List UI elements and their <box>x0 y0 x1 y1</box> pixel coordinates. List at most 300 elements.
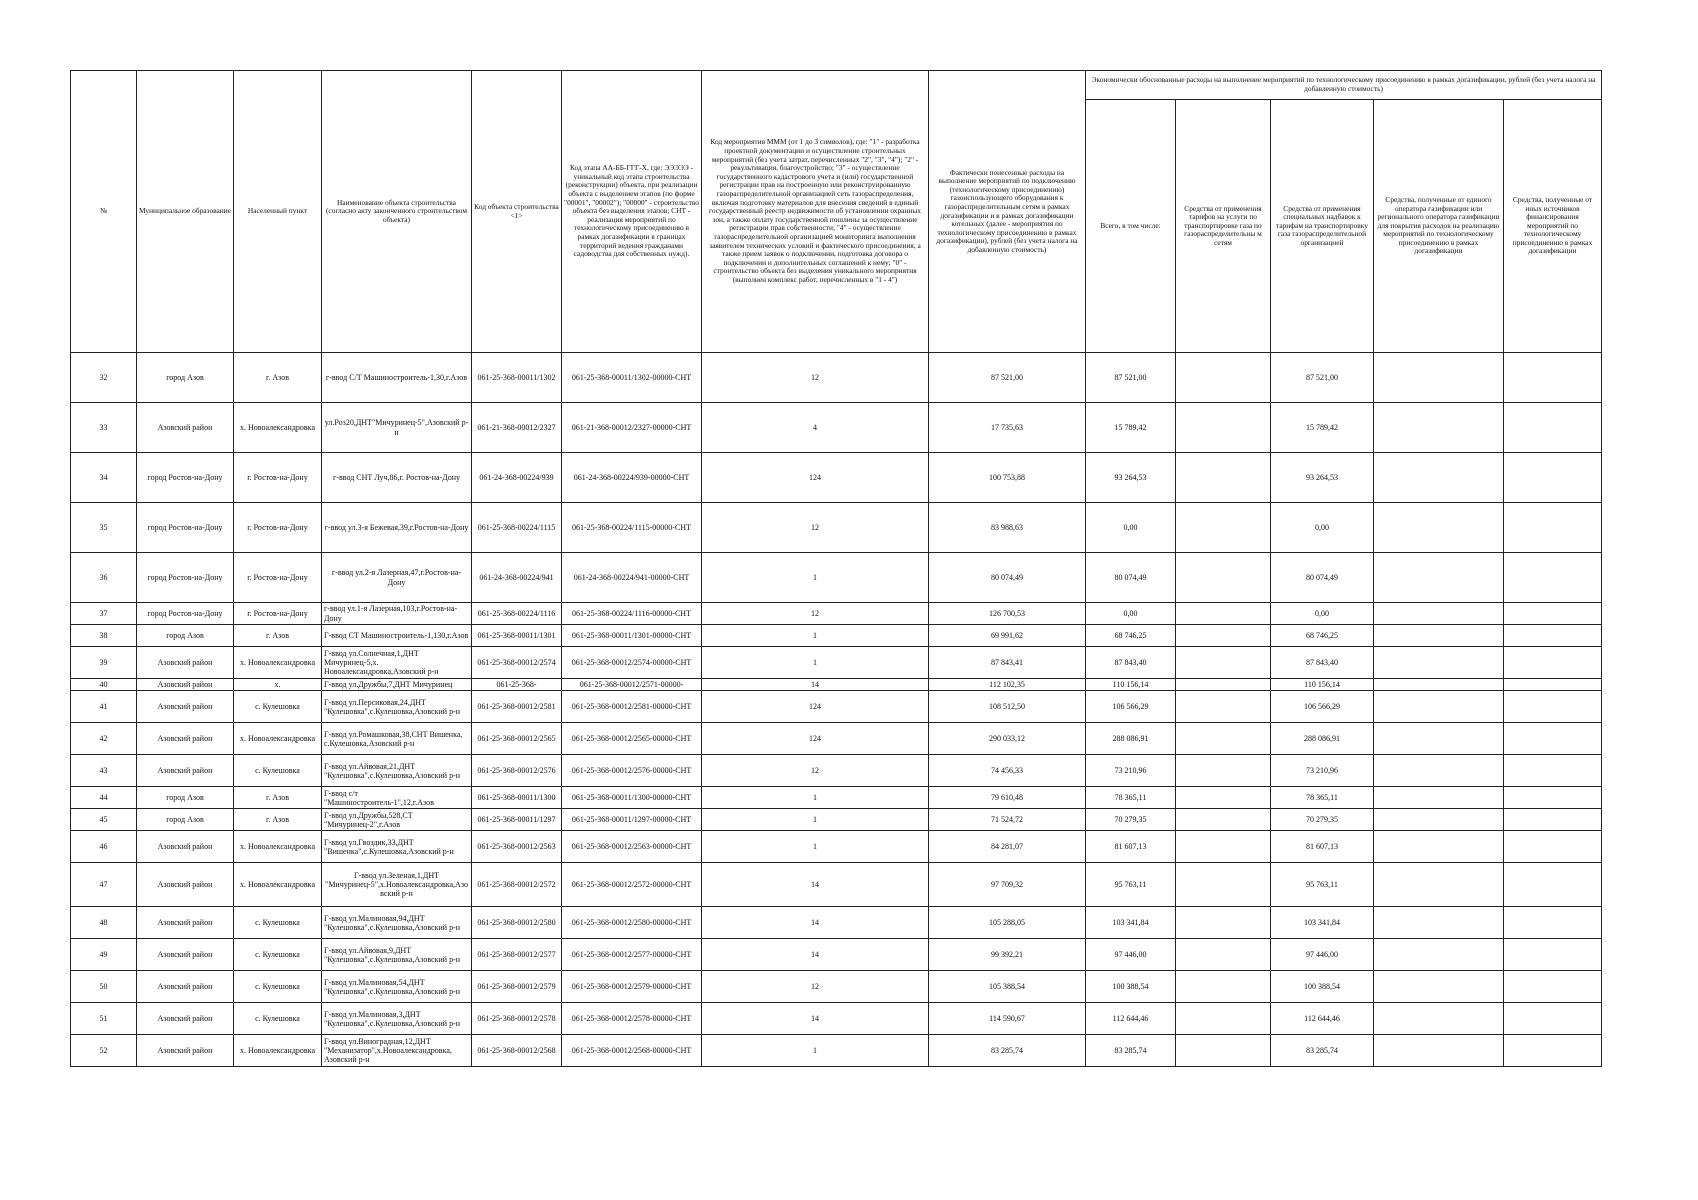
cell-settlement: х. Новоалександровка <box>234 1035 322 1067</box>
cell-object-name: Г-ввод ул.Солнечная,1,ДНТ Мичуринец-5,х. Новоалександровка,Азовский р-н <box>322 647 472 679</box>
cell-total: 87 843,40 <box>1086 647 1176 679</box>
cell-actual-costs: 112 102,35 <box>929 679 1086 691</box>
table-row <box>71 647 1602 679</box>
table-row <box>71 723 1602 755</box>
cell-actual-costs: 87 843,41 <box>929 647 1086 679</box>
cell-object-name: Г-ввод с/т "Машиностроитель-1",12,г.Азов <box>322 787 472 809</box>
cell-actual-costs: 97 709,32 <box>929 863 1086 907</box>
cell-stage-code: 061-21-368-00012/2327-00000-СНТ <box>562 403 702 453</box>
cell-stage-code: 061-25-368-00012/2568-00000-СНТ <box>562 1035 702 1067</box>
cell-other-funds <box>1504 679 1602 691</box>
table-body <box>71 353 1602 1067</box>
cell-object-name: Г-ввод ул.Зеленая,1,ДНТ "Мичуринец-5",х.Новоалександровка,Азовский р-н <box>322 863 472 907</box>
table-row <box>71 503 1602 553</box>
cell-settlement: х. Новоалександровка <box>234 831 322 863</box>
cell-surcharge-funds: 83 285,74 <box>1271 1035 1374 1067</box>
cell-operator-funds <box>1374 1003 1504 1035</box>
cell-actual-costs: 84 281,07 <box>929 831 1086 863</box>
cell-operator-funds <box>1374 353 1504 403</box>
table-row <box>71 809 1602 831</box>
cell-settlement: х. <box>234 679 322 691</box>
cell-stage-code: 061-25-368-00012/2576-00000-СНТ <box>562 755 702 787</box>
cell-stage-code: 061-25-368-00012/2563-00000-СНТ <box>562 831 702 863</box>
cell-operator-funds <box>1374 971 1504 1003</box>
costs-table <box>70 70 1602 1067</box>
cell-settlement: с. Кулешовка <box>234 755 322 787</box>
cell-object-code: 061-25-368-00012/2576 <box>472 755 562 787</box>
cell-surcharge-funds: 68 746,25 <box>1271 625 1374 647</box>
cell-other-funds <box>1504 1003 1602 1035</box>
cell-num: 50 <box>71 971 137 1003</box>
header-surcharge-funds: Средства от применения специальных надбавок к тарифам на транспортировку газа газораспределительной организацией <box>1271 100 1374 353</box>
header-num: № <box>71 71 137 353</box>
cell-settlement: с. Кулешовка <box>234 691 322 723</box>
cell-municipality: Азовский район <box>137 1035 234 1067</box>
table-row <box>71 691 1602 723</box>
cell-surcharge-funds: 112 644,46 <box>1271 1003 1374 1035</box>
cell-object-code: 061-25-368-00012/2572 <box>472 863 562 907</box>
cell-total: 0,00 <box>1086 603 1176 625</box>
cell-other-funds <box>1504 553 1602 603</box>
cell-num: 43 <box>71 755 137 787</box>
table-header <box>71 71 1602 353</box>
cell-surcharge-funds: 106 566,29 <box>1271 691 1374 723</box>
cell-object-code: 061-25-368-00012/2563 <box>472 831 562 863</box>
cell-surcharge-funds: 15 789,42 <box>1271 403 1374 453</box>
cell-object-code: 061-25-368-00011/1300 <box>472 787 562 809</box>
header-event-code: Код мероприятия ММM (от 1 до 3 символов), где: "1" - разработка проектной документации и осуществление строительных мероприятий (без учета затрат, перечисленных "2", "3", "4"); "2" - рекультивация, благоустройство; "3" - осуществление государственного кадастрового учета и (или) государственной регистрации прав на построенную или реконструированную газораспределительной организацией сеть газораспределения, включая подготовку материалов для внесения сведений в единый государственный реестр недвижимости об установлении охранных зон, а также оплату государственной пошлины за осуществление регистрации прав собственности; "4" - осуществление газораспределительной организацией мониторинга выполнения заявителем технических условий и фактического присоединения, а также прием заявок о подключении, подготовка договора о подключении и дополнительных соглашений к нему; "0" - строительство объекта без выделения уникального мероприятия (выполнен комплекс работ, перечисленных в "1 - 4") <box>702 71 929 353</box>
cell-operator-funds <box>1374 831 1504 863</box>
cell-actual-costs: 17 735,63 <box>929 403 1086 453</box>
cell-object-code: 061-25-368-00011/1297 <box>472 809 562 831</box>
cell-other-funds <box>1504 723 1602 755</box>
cell-object-code: 061-25-368-00012/2581 <box>472 691 562 723</box>
cell-total: 83 285,74 <box>1086 1035 1176 1067</box>
cell-num: 49 <box>71 939 137 971</box>
cell-object-name: Г-ввод ул.Малиновая,94,ДНТ "Кулешовка",с.Кулешовка,Азовский р-н <box>322 907 472 939</box>
table-row <box>71 453 1602 503</box>
cell-stage-code: 061-25-368-00012/2574-00000-СНТ <box>562 647 702 679</box>
table-row <box>71 755 1602 787</box>
cell-settlement: г. Ростов-на-Дону <box>234 553 322 603</box>
cell-stage-code: 061-24-368-00224/941-00000-СНТ <box>562 553 702 603</box>
cell-surcharge-funds: 288 086,91 <box>1271 723 1374 755</box>
cell-settlement: г. Ростов-на-Дону <box>234 453 322 503</box>
cell-tariff-funds <box>1176 679 1271 691</box>
cell-object-name: г-ввод ул.1-я Лазерная,103,г.Ростов-на-Дону <box>322 603 472 625</box>
cell-num: 52 <box>71 1035 137 1067</box>
cell-object-name: г-ввод ул.3-я Бежевая,39,г.Ростов-на-Дону <box>322 503 472 553</box>
cell-operator-funds <box>1374 723 1504 755</box>
cell-municipality: город Ростов-на-Дону <box>137 453 234 503</box>
cell-actual-costs: 126 700,53 <box>929 603 1086 625</box>
cell-tariff-funds <box>1176 863 1271 907</box>
table-row <box>71 403 1602 453</box>
cell-settlement: г. Ростов-на-Дону <box>234 603 322 625</box>
cell-object-code: 061-24-368-00224/941 <box>472 553 562 603</box>
cell-surcharge-funds: 100 388,54 <box>1271 971 1374 1003</box>
cell-municipality: город Азов <box>137 809 234 831</box>
cell-total: 112 644,46 <box>1086 1003 1176 1035</box>
cell-settlement: г. Азов <box>234 353 322 403</box>
cell-other-funds <box>1504 809 1602 831</box>
cell-settlement: х. Новоалександровка <box>234 403 322 453</box>
cell-municipality: город Ростов-на-Дону <box>137 503 234 553</box>
cell-num: 39 <box>71 647 137 679</box>
cell-num: 44 <box>71 787 137 809</box>
cell-settlement: х. Новоалександровка <box>234 647 322 679</box>
table-row <box>71 787 1602 809</box>
cell-event-code: 1 <box>702 647 929 679</box>
cell-num: 45 <box>71 809 137 831</box>
cell-other-funds <box>1504 907 1602 939</box>
cell-municipality: Азовский район <box>137 691 234 723</box>
cell-tariff-funds <box>1176 691 1271 723</box>
cell-settlement: х. Новоалександровка <box>234 863 322 907</box>
cell-event-code: 14 <box>702 939 929 971</box>
table-row <box>71 603 1602 625</box>
cell-num: 34 <box>71 453 137 503</box>
cell-municipality: город Ростов-на-Дону <box>137 603 234 625</box>
cell-operator-funds <box>1374 625 1504 647</box>
cell-total: 68 746,25 <box>1086 625 1176 647</box>
cell-tariff-funds <box>1176 1003 1271 1035</box>
cell-operator-funds <box>1374 553 1504 603</box>
table-row <box>71 831 1602 863</box>
cell-actual-costs: 80 074,49 <box>929 553 1086 603</box>
cell-object-name: Г-ввод ул.Гвоздик,33,ДНТ "Вишенка",с.Кулешовка,Азовский р-н <box>322 831 472 863</box>
cell-event-code: 1 <box>702 787 929 809</box>
cell-object-code: 061-25-368-00224/1115 <box>472 503 562 553</box>
cell-surcharge-funds: 87 843,40 <box>1271 647 1374 679</box>
cell-surcharge-funds: 0,00 <box>1271 503 1374 553</box>
cell-other-funds <box>1504 939 1602 971</box>
cell-other-funds <box>1504 403 1602 453</box>
cell-total: 73 210,96 <box>1086 755 1176 787</box>
cell-object-code: 061-25-368-00012/2565 <box>472 723 562 755</box>
cell-other-funds <box>1504 831 1602 863</box>
cell-settlement: х. Новоалександровка <box>234 723 322 755</box>
cell-municipality: Азовский район <box>137 907 234 939</box>
cell-total: 110 156,14 <box>1086 679 1176 691</box>
cell-tariff-funds <box>1176 971 1271 1003</box>
cell-event-code: 12 <box>702 971 929 1003</box>
cell-object-name: Г-ввод ул.Айвовая,21,ДНТ "Кулешовка",с.Кулешовка,Азовский р-н <box>322 755 472 787</box>
cell-operator-funds <box>1374 403 1504 453</box>
cell-object-name: Г-ввод ул.Ромашковая,38,СНТ Вишенка, с.Кулешовка,Азовский р-н <box>322 723 472 755</box>
cell-other-funds <box>1504 755 1602 787</box>
cell-operator-funds <box>1374 787 1504 809</box>
header-settlement: Населенный пункт <box>234 71 322 353</box>
cell-event-code: 1 <box>702 809 929 831</box>
cell-settlement: г. Ростов-на-Дону <box>234 503 322 553</box>
cell-total: 0,00 <box>1086 503 1176 553</box>
cell-object-name: г-ввод ул.2-я Лазерная,47,г.Ростов-на-Дону <box>322 553 472 603</box>
cell-actual-costs: 105 388,54 <box>929 971 1086 1003</box>
cell-municipality: город Азов <box>137 787 234 809</box>
cell-municipality: Азовский район <box>137 831 234 863</box>
cell-tariff-funds <box>1176 907 1271 939</box>
cell-object-code: 061-25-368-00011/1301 <box>472 625 562 647</box>
cell-num: 40 <box>71 679 137 691</box>
cell-operator-funds <box>1374 453 1504 503</box>
cell-surcharge-funds: 80 074,49 <box>1271 553 1374 603</box>
cell-settlement: г. Азов <box>234 787 322 809</box>
cell-num: 42 <box>71 723 137 755</box>
cell-actual-costs: 100 753,88 <box>929 453 1086 503</box>
cell-num: 35 <box>71 503 137 553</box>
table-row <box>71 1003 1602 1035</box>
cell-object-name: ул.Роз20,ДНТ"Мичуринец-5",Азовский р-н <box>322 403 472 453</box>
cell-event-code: 124 <box>702 691 929 723</box>
cell-operator-funds <box>1374 503 1504 553</box>
cell-object-code: 061-25-368-00012/2579 <box>472 971 562 1003</box>
document-sheet <box>70 70 1601 1067</box>
cell-actual-costs: 105 288,05 <box>929 907 1086 939</box>
cell-total: 80 074,49 <box>1086 553 1176 603</box>
cell-object-name: Г-ввод ул.Виноградная,12,ДНТ "Механизатор",х.Новоалександровка, Азовский р-н <box>322 1035 472 1067</box>
cell-stage-code: 061-25-368-00012/2580-00000-СНТ <box>562 907 702 939</box>
cell-operator-funds <box>1374 679 1504 691</box>
table-row <box>71 1035 1602 1067</box>
cell-tariff-funds <box>1176 787 1271 809</box>
header-object-name: Наименование объекта строительства (согласно акту законченного строительством объекта) <box>322 71 472 353</box>
cell-num: 48 <box>71 907 137 939</box>
cell-event-code: 14 <box>702 863 929 907</box>
cell-event-code: 4 <box>702 403 929 453</box>
cell-tariff-funds <box>1176 603 1271 625</box>
cell-object-name: Г-ввод ул.Дружбы,7,ДНТ Мичуринец <box>322 679 472 691</box>
cell-object-code: 061-25-368-00012/2574 <box>472 647 562 679</box>
cell-operator-funds <box>1374 755 1504 787</box>
cell-stage-code: 061-25-368-00012/2571-00000- <box>562 679 702 691</box>
cell-stage-code: 061-25-368-00012/2578-00000-СНТ <box>562 1003 702 1035</box>
cell-surcharge-funds: 110 156,14 <box>1271 679 1374 691</box>
cell-municipality: город Азов <box>137 353 234 403</box>
cell-num: 38 <box>71 625 137 647</box>
cell-total: 70 279,35 <box>1086 809 1176 831</box>
table-row <box>71 679 1602 691</box>
cell-other-funds <box>1504 863 1602 907</box>
cell-total: 95 763,11 <box>1086 863 1176 907</box>
cell-municipality: Азовский район <box>137 971 234 1003</box>
header-actual-costs: Фактически понесенные расходы на выполнение мероприятий по подключению (технологическому присоединению) газоиспользующего оборудования к газораспределительным сетям в рамках догазификации и в рамках догазификации котельных (далее - мероприятия по технологическому присоединению в рамках догазификации), рублей (без учета налога на добавленную стоимость) <box>929 71 1086 353</box>
cell-actual-costs: 108 512,50 <box>929 691 1086 723</box>
cell-num: 33 <box>71 403 137 453</box>
cell-tariff-funds <box>1176 939 1271 971</box>
table-row <box>71 625 1602 647</box>
cell-other-funds <box>1504 787 1602 809</box>
cell-settlement: с. Кулешовка <box>234 971 322 1003</box>
header-tariff-funds: Средства от применения тарифов на услуги по транспортировке газа по газораспределительны м сетям <box>1176 100 1271 353</box>
cell-operator-funds <box>1374 1035 1504 1067</box>
table-row <box>71 939 1602 971</box>
cell-operator-funds <box>1374 691 1504 723</box>
cell-event-code: 1 <box>702 625 929 647</box>
cell-stage-code: 061-25-368-00011/1297-00000-СНТ <box>562 809 702 831</box>
cell-object-name: г-ввод СНТ Луч,86,г. Ростов-на-Дону <box>322 453 472 503</box>
header-econ-group: Экономически обоснованные расходы на выполнение мероприятий по технологическому присоединению в рамках догазификации, рублей (без учета налога на добавленную стоимость) <box>1086 71 1602 100</box>
cell-event-code: 1 <box>702 553 929 603</box>
cell-event-code: 124 <box>702 453 929 503</box>
cell-tariff-funds <box>1176 831 1271 863</box>
cell-object-name: Г-ввод СТ Машиностроитель-1,130,г.Азов <box>322 625 472 647</box>
cell-municipality: Азовский район <box>137 647 234 679</box>
header-total: Всего, в том числе: <box>1086 100 1176 353</box>
cell-actual-costs: 74 456,33 <box>929 755 1086 787</box>
cell-settlement: г. Азов <box>234 625 322 647</box>
cell-actual-costs: 87 521,00 <box>929 353 1086 403</box>
table-row <box>71 553 1602 603</box>
cell-num: 51 <box>71 1003 137 1035</box>
cell-settlement: с. Кулешовка <box>234 1003 322 1035</box>
header-object-code: Код объекта строительства <1> <box>472 71 562 353</box>
cell-municipality: Азовский район <box>137 403 234 453</box>
cell-event-code: 12 <box>702 503 929 553</box>
cell-total: 100 388,54 <box>1086 971 1176 1003</box>
cell-stage-code: 061-25-368-00012/2579-00000-СНТ <box>562 971 702 1003</box>
cell-num: 32 <box>71 353 137 403</box>
cell-tariff-funds <box>1176 403 1271 453</box>
cell-municipality: Азовский район <box>137 939 234 971</box>
cell-municipality: Азовский район <box>137 863 234 907</box>
cell-actual-costs: 83 285,74 <box>929 1035 1086 1067</box>
cell-event-code: 124 <box>702 723 929 755</box>
cell-actual-costs: 114 590,67 <box>929 1003 1086 1035</box>
header-operator-funds: Средства, полученные от единого оператора газификации или регионального оператора газификации для покрытия расходов на реализацию мероприятий по технологическому присоединению в рамках догазификации <box>1374 100 1504 353</box>
cell-stage-code: 061-25-368-00011/1300-00000-СНТ <box>562 787 702 809</box>
cell-stage-code: 061-25-368-00012/2572-00000-СНТ <box>562 863 702 907</box>
cell-tariff-funds <box>1176 809 1271 831</box>
cell-stage-code: 061-25-368-00011/1302-00000-СНТ <box>562 353 702 403</box>
cell-operator-funds <box>1374 863 1504 907</box>
table-row <box>71 971 1602 1003</box>
cell-tariff-funds <box>1176 755 1271 787</box>
cell-surcharge-funds: 93 264,53 <box>1271 453 1374 503</box>
table-row <box>71 907 1602 939</box>
cell-operator-funds <box>1374 603 1504 625</box>
table-row <box>71 353 1602 403</box>
cell-event-code: 12 <box>702 755 929 787</box>
cell-total: 81 607,13 <box>1086 831 1176 863</box>
header-municipality: Муниципальное образование <box>137 71 234 353</box>
cell-settlement: г. Азов <box>234 809 322 831</box>
cell-municipality: Азовский район <box>137 755 234 787</box>
cell-total: 106 566,29 <box>1086 691 1176 723</box>
cell-municipality: город Ростов-на-Дону <box>137 553 234 603</box>
cell-stage-code: 061-25-368-00011/1301-00000-СНТ <box>562 625 702 647</box>
cell-event-code: 12 <box>702 353 929 403</box>
cell-surcharge-funds: 78 365,11 <box>1271 787 1374 809</box>
cell-surcharge-funds: 87 521,00 <box>1271 353 1374 403</box>
cell-object-code: 061-25-368-00011/1302 <box>472 353 562 403</box>
cell-object-code: 061-25-368- <box>472 679 562 691</box>
cell-surcharge-funds: 81 607,13 <box>1271 831 1374 863</box>
cell-actual-costs: 290 033,12 <box>929 723 1086 755</box>
cell-surcharge-funds: 97 446,00 <box>1271 939 1374 971</box>
cell-municipality: Азовский район <box>137 1003 234 1035</box>
cell-event-code: 14 <box>702 907 929 939</box>
cell-object-code: 061-25-368-00012/2578 <box>472 1003 562 1035</box>
cell-other-funds <box>1504 603 1602 625</box>
header-other-funds: Средства, полученные от иных источников финансирования мероприятий по технологическому присоединению в рамках догазификации <box>1504 100 1602 353</box>
cell-surcharge-funds: 0,00 <box>1271 603 1374 625</box>
cell-num: 36 <box>71 553 137 603</box>
cell-object-name: Г-ввод ул.Малиновая,3,ДНТ "Кулешовка",с.Кулешовка,Азовский р-н <box>322 1003 472 1035</box>
cell-municipality: Азовский район <box>137 679 234 691</box>
cell-tariff-funds <box>1176 553 1271 603</box>
cell-other-funds <box>1504 625 1602 647</box>
cell-actual-costs: 79 610,48 <box>929 787 1086 809</box>
cell-total: 288 086,91 <box>1086 723 1176 755</box>
cell-operator-funds <box>1374 647 1504 679</box>
cell-other-funds <box>1504 971 1602 1003</box>
cell-tariff-funds <box>1176 1035 1271 1067</box>
cell-actual-costs: 99 392,21 <box>929 939 1086 971</box>
cell-object-code: 061-25-368-00012/2580 <box>472 907 562 939</box>
cell-municipality: город Азов <box>137 625 234 647</box>
cell-other-funds <box>1504 353 1602 403</box>
cell-settlement: с. Кулешовка <box>234 907 322 939</box>
cell-surcharge-funds: 70 279,35 <box>1271 809 1374 831</box>
cell-object-code: 061-24-368-00224/939 <box>472 453 562 503</box>
cell-municipality: Азовский район <box>137 723 234 755</box>
cell-tariff-funds <box>1176 723 1271 755</box>
cell-stage-code: 061-25-368-00012/2565-00000-СНТ <box>562 723 702 755</box>
cell-total: 78 365,11 <box>1086 787 1176 809</box>
cell-actual-costs: 69 991,62 <box>929 625 1086 647</box>
cell-num: 47 <box>71 863 137 907</box>
header-stage-code: Код этапа АА-ББ-ГГГ-Х, где: ЭЭЭЭЭ - уникальный код этапа строительства (реконструкции) объекта, при реализации объекта с выделением этапов (по форме "00001", "00002"); "00000" - строительство объекта без выделения этапов; СНТ - реализация мероприятий по технологическому присоединению в рамках догазификации в границах территорий ведения гражданами садоводства для собственных нужд). <box>562 71 702 353</box>
cell-stage-code: 061-25-368-00012/2577-00000-СНТ <box>562 939 702 971</box>
cell-total: 15 789,42 <box>1086 403 1176 453</box>
cell-stage-code: 061-24-368-00224/939-00000-СНТ <box>562 453 702 503</box>
cell-surcharge-funds: 95 763,11 <box>1271 863 1374 907</box>
cell-event-code: 12 <box>702 603 929 625</box>
cell-actual-costs: 83 988,63 <box>929 503 1086 553</box>
cell-other-funds <box>1504 453 1602 503</box>
cell-other-funds <box>1504 503 1602 553</box>
cell-tariff-funds <box>1176 647 1271 679</box>
cell-operator-funds <box>1374 939 1504 971</box>
cell-operator-funds <box>1374 809 1504 831</box>
cell-object-code: 061-25-368-00224/1116 <box>472 603 562 625</box>
cell-num: 37 <box>71 603 137 625</box>
cell-total: 103 341,84 <box>1086 907 1176 939</box>
cell-stage-code: 061-25-368-00224/1115-00000-СНТ <box>562 503 702 553</box>
cell-event-code: 1 <box>702 1035 929 1067</box>
cell-actual-costs: 71 524,72 <box>929 809 1086 831</box>
cell-num: 46 <box>71 831 137 863</box>
cell-tariff-funds <box>1176 503 1271 553</box>
cell-object-name: Г-ввод ул.Дружбы,528,СТ "Мичуринец-2",г.Азов <box>322 809 472 831</box>
cell-num: 41 <box>71 691 137 723</box>
cell-total: 87 521,00 <box>1086 353 1176 403</box>
cell-event-code: 14 <box>702 679 929 691</box>
cell-object-code: 061-25-368-00012/2577 <box>472 939 562 971</box>
cell-object-name: Г-ввод ул.Айвовая,9,ДНТ "Кулешовка",с.Кулешовка,Азовский р-н <box>322 939 472 971</box>
cell-settlement: с. Кулешовка <box>234 939 322 971</box>
cell-event-code: 14 <box>702 1003 929 1035</box>
cell-tariff-funds <box>1176 453 1271 503</box>
cell-tariff-funds <box>1176 625 1271 647</box>
cell-object-code: 061-25-368-00012/2568 <box>472 1035 562 1067</box>
cell-other-funds <box>1504 647 1602 679</box>
cell-event-code: 1 <box>702 831 929 863</box>
cell-surcharge-funds: 103 341,84 <box>1271 907 1374 939</box>
cell-stage-code: 061-25-368-00012/2581-00000-СНТ <box>562 691 702 723</box>
cell-surcharge-funds: 73 210,96 <box>1271 755 1374 787</box>
